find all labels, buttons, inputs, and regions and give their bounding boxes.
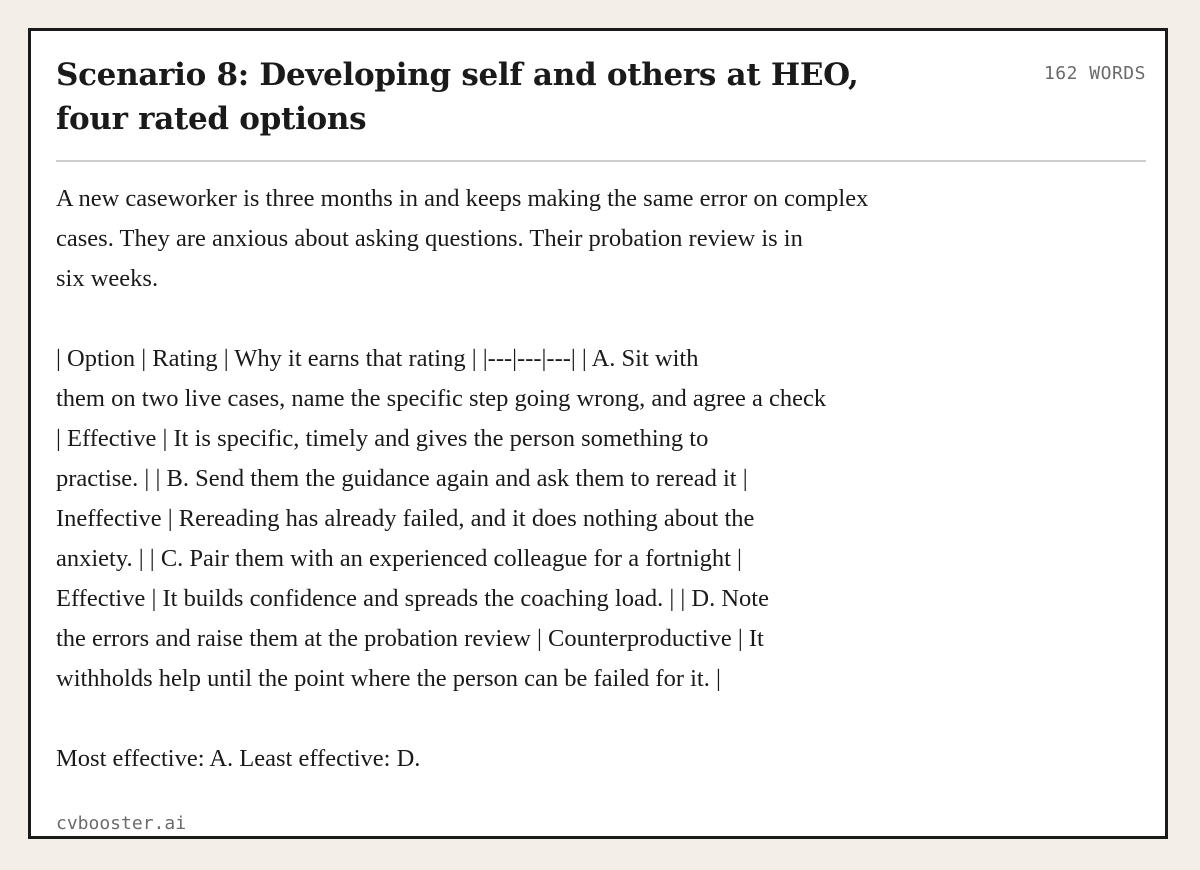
header-divider bbox=[56, 160, 1146, 162]
paragraph-gap bbox=[56, 299, 1056, 339]
paragraph-gap bbox=[56, 699, 1056, 739]
scenario-title: Scenario 8: Developing self and others at HEO, four rated options bbox=[56, 57, 859, 137]
scenario-card bbox=[28, 28, 1168, 839]
scenario-body bbox=[56, 179, 1056, 779]
scenario-description: A new caseworker is three months in and keeps making the same error on complex cases. They are anxious about asking questions. Their probation review is in six weeks. bbox=[56, 185, 869, 292]
word-count-badge: 162 WORDS bbox=[1043, 63, 1146, 84]
answer-summary: Most effective: A. Least effective: D. bbox=[56, 745, 421, 772]
card-header bbox=[56, 53, 1146, 141]
site-watermark: cvbooster.ai bbox=[56, 813, 187, 834]
options-table-text: | Option | Rating | Why it earns that rating | |---|---|---| | A. Sit with them on two live cases, name the specific step going wrong, and agree a check | Effective | It is specific, timely and gives the person something to practise. | | B. Send them the guidance again and ask them to reread it | Ineffective | Rereading has already failed, and it does nothing about the anxiety. | | C. Pair them with an experienced colleague for a fortnight | Effective | It builds confidence and spreads the coaching load. | | D. Note the errors and raise them at the probation review | Counterproductive | It withholds help until the point where the person can be failed for it. | bbox=[56, 345, 827, 692]
